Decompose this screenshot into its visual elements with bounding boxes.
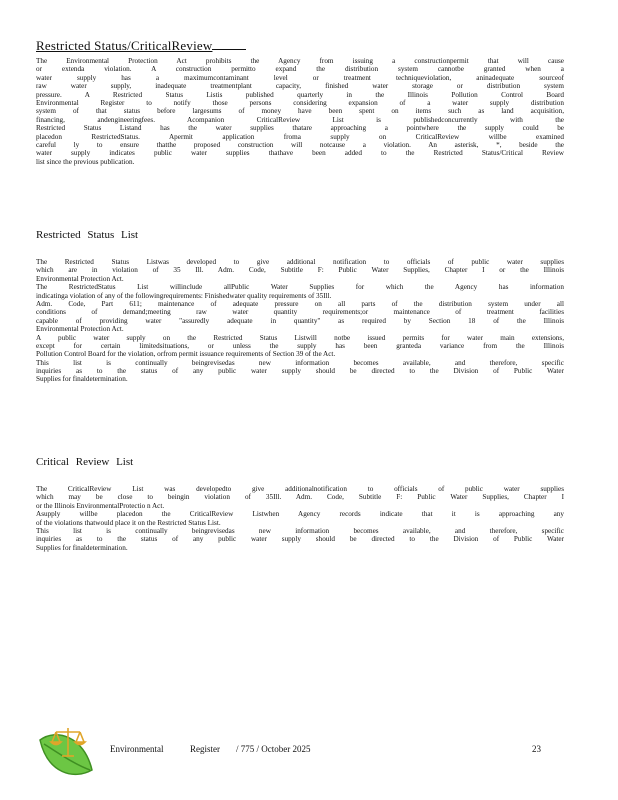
text-line: Pollution Control Board for the violation, orfrom permit issuance requirements of Section 39 of the Act. <box>36 350 336 359</box>
text-line: of the violations thatwould place it on the Restricted Status List. <box>36 518 221 527</box>
page-title <box>36 38 246 54</box>
text-line: Asupply willbe placedon the CriticalReview Listwhen Agency records indicate that it is approaching any <box>36 510 564 519</box>
text-line: water supply has a maximumcontaminant level or treatment techniqueviolation, aninadequate sourceof <box>36 73 564 82</box>
text-line: This list is continually beingrevisedas new information becomes available, and therefore, specific <box>36 358 564 367</box>
footer-publication: Environmental <box>110 744 164 754</box>
section-heading-restricted-status: Restricted Status List <box>36 229 139 241</box>
text-line: or extenda violation. A construction permitto expand the distribution system cannotbe granted when a <box>36 65 564 74</box>
text-line: A public water supply on the Restricted Status Listwill notbe issued permits for water main extensions, <box>36 333 564 342</box>
text-line: except for certain limitedsituations, or unless the supply has been granteda variance from the Illinois <box>36 341 564 350</box>
intro-paragraph <box>36 57 564 166</box>
section-heading-critical-review: Critical Review List <box>36 456 134 468</box>
text-line: inquiries as to the status of any public water supply should be directed to the Division of Public Water <box>36 367 564 376</box>
text-line: placedon RestrictedStatus. Apermit application froma supply on CriticalReview willbe examined <box>36 132 564 141</box>
text-line: pressure. A Restricted Status Listis published quarterly in the Illinois Pollution Control Board <box>36 90 564 99</box>
text-line: raw water supply, inadequate treatmentplant capacity, finished water storage or distribution system <box>36 82 564 91</box>
text-line: Environmental Protection Act. <box>36 274 124 283</box>
text-line: The RestrictedStatus List willinclude allPublic Water Supplies for which the Agency has information <box>36 283 564 292</box>
text-line: Restricted Status Listand has the water supplies thatare approaching a pointwhere the supply could be <box>36 124 564 133</box>
text-line: conditions of demand;meeting raw water quantity requirements;or maintenance of treatment facilities <box>36 308 564 317</box>
text-line: indicatinga violation of any of the followingrequirements: Finishedwater quality requirements of 35Ill. <box>36 291 332 300</box>
text-line: system of that status before largesums of money have been spent on items such as land acquisition, <box>36 107 564 116</box>
text-line: financing, andengineeringfees. Acompanion CriticalReview List is publishedconcurrently with the <box>36 115 564 124</box>
page-title-text: Restricted Status/CriticalReview <box>36 38 213 53</box>
text-line: This list is continually beingrevisedas new information becomes available, and therefore, specific <box>36 526 564 535</box>
text-line: Supplies for finaldetermination. <box>36 375 128 384</box>
text-line: The CriticalReview List was developedto give additionalnotification to officials of public water supplies <box>36 485 564 493</box>
footer-page-number: 23 <box>532 744 541 754</box>
text-line: which are in violation of 35 Ill. Adm. Code, Subtitle F: Public Water Supplies, Chapter I or the Illinois <box>36 266 564 275</box>
critical-review-paragraph <box>36 485 564 552</box>
restricted-status-paragraph <box>36 258 564 384</box>
text-line: Environmental Protection Act. <box>36 325 124 334</box>
footer-issue: / 775 / October 2025 <box>236 744 311 754</box>
text-line: which may be close to beingin violation of 35Ill. Adm. Code, Subtitle F: Public Water Supplies, Chapter I <box>36 493 564 502</box>
text-line: inquiries as to the status of any public water supply should be directed to the Division of Public Water <box>36 535 564 544</box>
footer-register: Register <box>190 744 220 754</box>
text-line: The Restricted Status Listwas developed to give additional notification to officials of public water supplies <box>36 258 564 266</box>
text-line: Adm. Code, Part 611; maintenance of adequate pressure on all parts of the distribution system under all <box>36 299 564 308</box>
text-line: list since the previous publication. <box>36 157 135 166</box>
text-line: Supplies for finaldetermination. <box>36 543 128 552</box>
text-line: water supply indicates public water supplies thathave been added to the Restricted Status/Critical Review <box>36 149 564 158</box>
text-line: capable of providing water "assuredly adequate in quantity" as required by Section 18 of the Illinois <box>36 316 564 325</box>
text-line: The Environmental Protection Act prohibits the Agency from issuing a constructionpermit that will cause <box>36 57 564 65</box>
text-line: or the Illinois EnvironmentalProtectio n Act. <box>36 501 165 510</box>
title-underline <box>212 49 246 50</box>
text-line: Environmental Register to notify those persons considering expansion of a water supply distribution <box>36 98 564 107</box>
leaf-scales-logo-icon <box>34 718 100 784</box>
text-line: careful ly to ensure thatthe proposed construction will notcause a violation. An asterisk, *, beside the <box>36 140 564 149</box>
